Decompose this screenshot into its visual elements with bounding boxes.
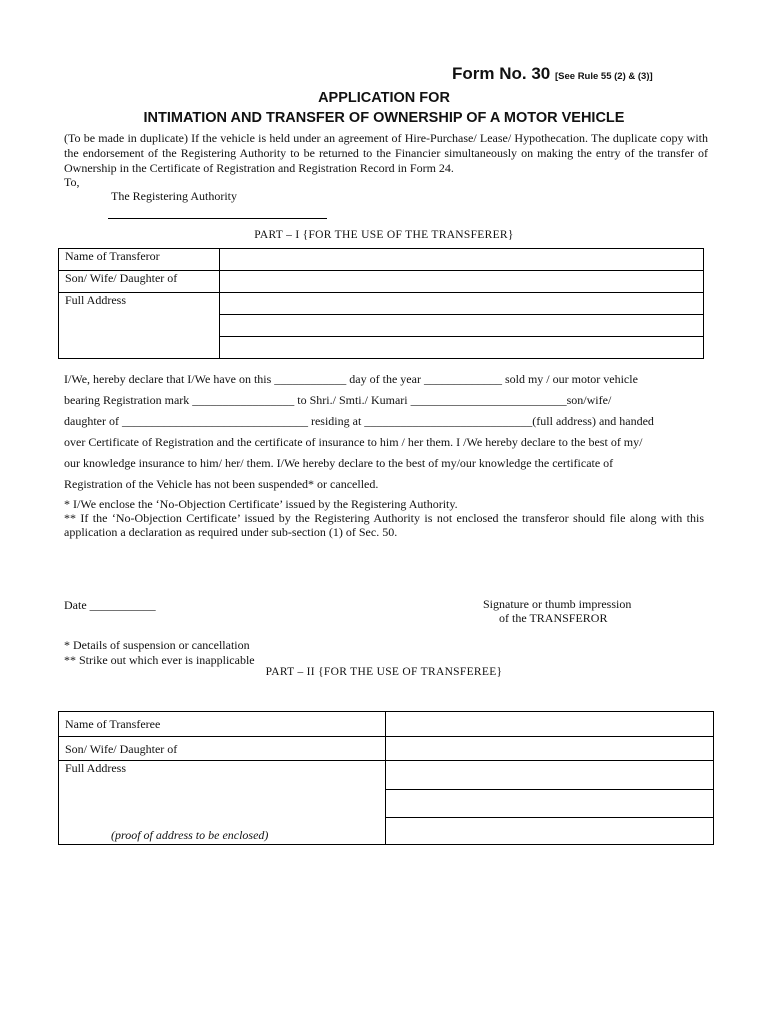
form-title-line1: APPLICATION FOR bbox=[318, 90, 450, 106]
transferee-name-label: Name of Transferee bbox=[59, 712, 386, 737]
declaration-line: over Certificate of Registration and the certificate of insurance to him / her them. I /We hereby declare to the best of my/ bbox=[64, 435, 643, 449]
note-noc-enclosed: * I/We enclose the ‘No-Objection Certificate’ issued by the Registering Authority. bbox=[64, 497, 458, 511]
transferee-address-line1[interactable] bbox=[386, 761, 714, 790]
form-number bbox=[452, 64, 653, 84]
transferee-address-line3[interactable] bbox=[386, 818, 714, 845]
transferee-address-label: Full Address bbox=[65, 761, 127, 775]
part2-heading: PART – II {FOR THE USE OF TRANSFEREE} bbox=[265, 666, 503, 678]
form-title-line2: INTIMATION AND TRANSFER OF OWNERSHIP OF A MOTOR VEHICLE bbox=[143, 110, 625, 126]
declaration-line: daughter of _______________________________ residing at ____________________________(full address) and handed bbox=[64, 414, 654, 428]
addressee-authority: The Registering Authority bbox=[111, 189, 237, 203]
transferor-address-line2[interactable] bbox=[220, 315, 704, 337]
footnote-strike-out: ** Strike out which ever is inapplicable bbox=[64, 653, 255, 667]
transferor-address-line3[interactable] bbox=[220, 337, 704, 359]
proof-of-address-note: (proof of address to be enclosed) bbox=[111, 828, 269, 842]
declaration-line: I/We, hereby declare that I/We have on this ____________ day of the year _____________ sold my / our motor vehicle bbox=[64, 372, 638, 386]
notes-block bbox=[64, 497, 704, 539]
transferor-address-label: Full Address bbox=[59, 293, 220, 359]
declaration-line: our knowledge insurance to him/ her/ them. I/We hereby declare to the best of my/our knowledge the certificate of bbox=[64, 456, 614, 470]
transferor-table bbox=[58, 248, 704, 359]
addressee-to: To, bbox=[64, 175, 80, 189]
part1-heading: PART – I {FOR THE USE OF THE TRANSFERER} bbox=[254, 229, 514, 241]
transferee-address-line2[interactable] bbox=[386, 790, 714, 818]
transferee-address-label-cell bbox=[59, 761, 386, 845]
transferee-name-field[interactable] bbox=[386, 712, 714, 737]
transferor-relation-field[interactable] bbox=[220, 271, 704, 293]
transferee-relation-field[interactable] bbox=[386, 737, 714, 761]
transferor-name-label: Name of Transferor bbox=[59, 249, 220, 271]
form-number-label: Form No. 30 bbox=[452, 64, 551, 83]
declaration-line: Registration of the Vehicle has not been suspended* or cancelled. bbox=[64, 477, 379, 491]
transferee-relation-label: Son/ Wife/ Daughter of bbox=[59, 737, 386, 761]
intro-paragraph: (To be made in duplicate) If the vehicle is held under an agreement of Hire-Purchase/ Lease/ Hypothecation. The duplicate copy with the endorsement of the Registering Authority to be returned to the Financier simultaneously on making the entry of the transfer of Ownership in the Certificate of Registration and Registration Record in Form 24. bbox=[64, 131, 708, 175]
rule-reference: [See Rule 55 (2) & (3)] bbox=[554, 71, 653, 82]
date-field[interactable]: Date ___________ bbox=[64, 598, 156, 612]
transferor-relation-label: Son/ Wife/ Daughter of bbox=[59, 271, 220, 293]
transferor-address-line1[interactable] bbox=[220, 293, 704, 315]
declaration-line: bearing Registration mark _________________ to Shri./ Smti./ Kumari __________________________son/wife/ bbox=[64, 393, 612, 407]
footnote-suspension: * Details of suspension or cancellation bbox=[64, 638, 250, 652]
note-noc-not-enclosed: ** If the ‘No-Objection Certificate’ issued by the Registering Authority is not enclosed the transferor should file along with this application a declaration as required under sub-section (1) of Sec. 50. bbox=[64, 511, 704, 539]
declaration-paragraph bbox=[64, 369, 704, 495]
signature-party: of the TRANSFEROR bbox=[499, 611, 608, 625]
transferee-table bbox=[58, 711, 714, 845]
authority-blank-line[interactable] bbox=[108, 218, 327, 219]
transferor-name-field[interactable] bbox=[220, 249, 704, 271]
signature-label: Signature or thumb impression bbox=[483, 597, 632, 611]
